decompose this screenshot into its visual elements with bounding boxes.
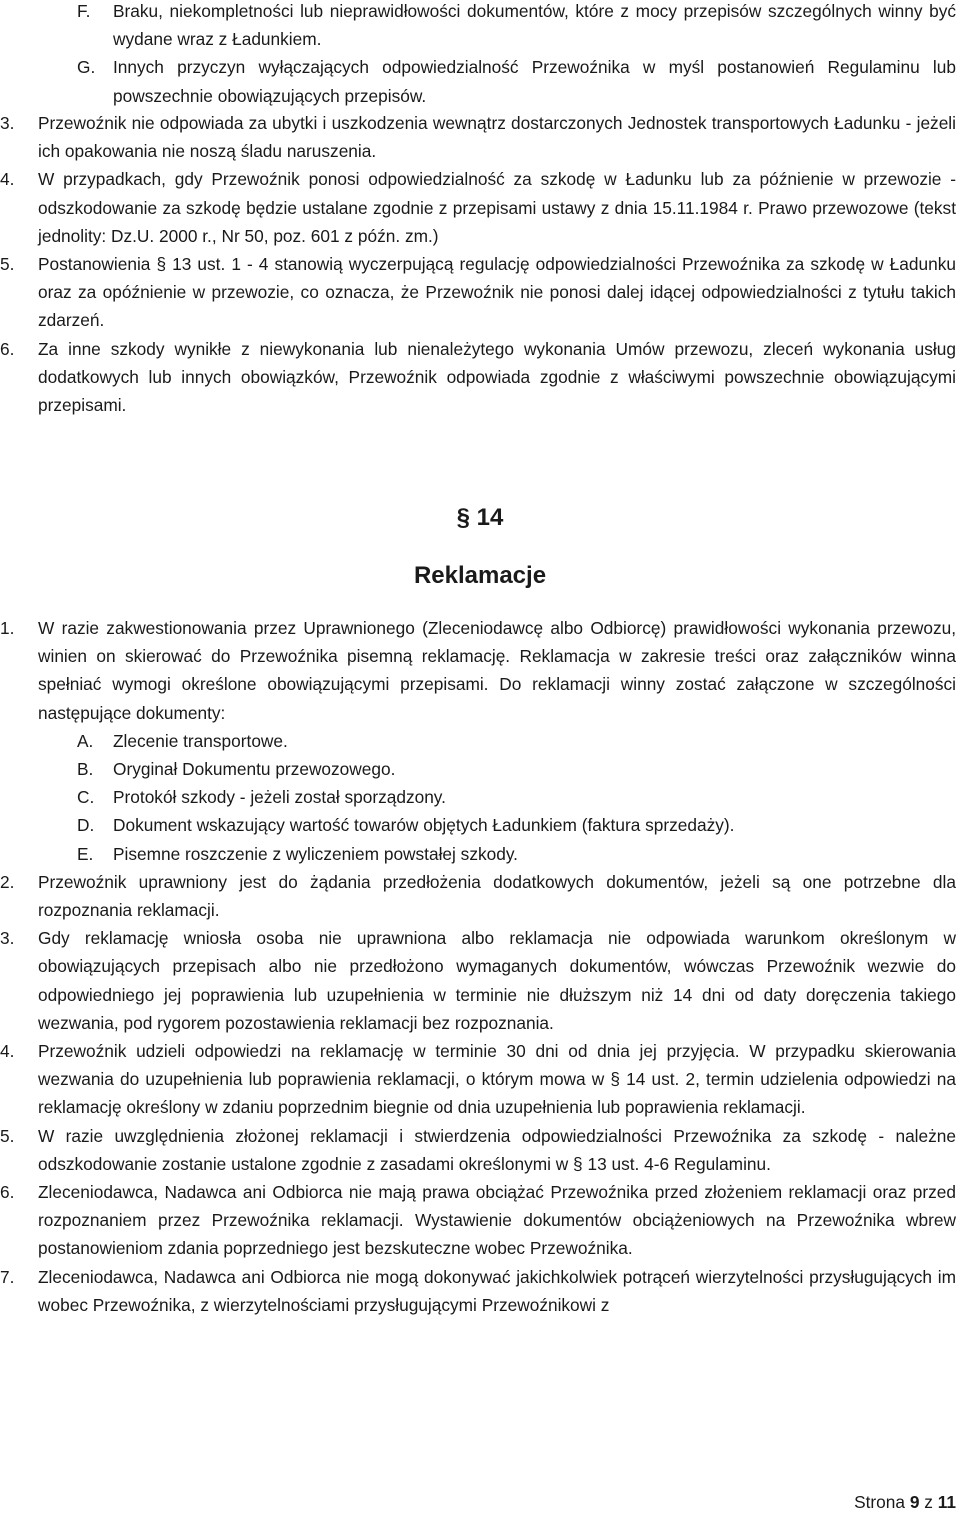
list-item xyxy=(0,109,960,165)
item-text: Zleceniodawca, Nadawca ani Odbiorca nie mogą dokonywać jakichkolwiek potrąceń wierzytelności przysługujących im wobec Przewoźnika, z wierzytelnościami przysługującymi Przewoźnikowi z xyxy=(38,1266,956,1315)
footer-total-pages: 11 xyxy=(937,1492,956,1512)
item-text: W razie uwzględnienia złożonej reklamacji i stwierdzenia odpowiedzialności Przewoźnika za szkodę - należne odszkodowanie zostanie ustalone zgodnie z zasadami określonymi w § 13 ust. 4-6 Regulaminu. xyxy=(38,1125,956,1174)
section-title: Reklamacje xyxy=(413,562,547,589)
item-text: Braku, niekompletności lub nieprawidłowości dokumentów, które z mocy przepisów szczególnych winny być wydane wraz z Ładunkiem. xyxy=(113,1,956,50)
list-item xyxy=(0,1178,960,1263)
item-text: Pisemne roszczenie z wyliczeniem powstałej szkody. xyxy=(113,843,518,864)
item-text: W przypadkach, gdy Przewoźnik ponosi odpowiedzialność za szkodę w Ładunku lub za późnienie w przewozie - odszkodowanie za szkodę będzie ustalane zgodnie z przepisami ustawy z dnia 15.11.1984 r. Prawo przewozowe (tekst jednolity: Dz.U. 2000 r., Nr 50, poz. 601 z późn. zm.) xyxy=(38,169,956,246)
section-list xyxy=(0,614,960,1319)
footer-label: Strona xyxy=(854,1492,906,1512)
item-text: Przewoźnik nie odpowiada za ubytki i uszkodzenia wewnątrz dostarczonych Jednostek transportowych Ładunku - jeżeli ich opakowania nie noszą śladu naruszenia. xyxy=(38,113,956,162)
item-number: 7. xyxy=(0,1266,15,1287)
list-item xyxy=(0,868,960,924)
list-item xyxy=(0,335,960,420)
item-text: Protokół szkody - jeżeli został sporządzony. xyxy=(113,787,446,808)
continued-sublist xyxy=(0,0,960,110)
list-item xyxy=(0,165,960,250)
page-number-footer xyxy=(854,1490,956,1514)
item-letter: D. xyxy=(77,815,95,836)
item-number: F. xyxy=(77,1,91,21)
item-number: 6. xyxy=(0,338,15,359)
document-list-item xyxy=(0,811,960,839)
list-item xyxy=(0,250,960,335)
list-item xyxy=(0,924,960,1037)
item-text: Zleceniodawca, Nadawca ani Odbiorca nie mają prawa obciążać Przewoźnika przed złożeniem reklamacji oraz przed rozpoznaniem przez Przewoźnika reklamacji. Wystawienie dokumentów obciążeniowych na Przewoźnika wbrew postanowieniom zdania poprzedniego jest bezskuteczne wobec Przewoźnika. xyxy=(38,1182,956,1259)
item-letter: B. xyxy=(77,759,94,780)
document-list-item xyxy=(0,755,960,783)
item-number: 3. xyxy=(0,113,15,133)
item-text: W razie zakwestionowania przez Uprawnionego (Zleceniodawcę albo Odbiorcę) prawidłowości wykonania przewozu, winien on skierować do Przewoźnika pisemną reklamację. Reklamacja w zakresie treści oraz załączników winna spełniać wymogi określone obowiązującymi przepisami. Do reklamacji winny zostać załączone w szczególności następujące dokumenty: xyxy=(38,618,956,723)
footer-of: z xyxy=(924,1492,933,1512)
list-item xyxy=(0,1037,960,1122)
item-text: Gdy reklamację wniosła osoba nie uprawniona albo reklamacja nie odpowiada warunkom określonym w obowiązujących przepisach albo nie przedłożono wymaganych dokumentów, wówczas Przewoźnik wezwie do odpowiedniego jej poprawienia lub uzupełnienia w terminie nie dłuższym niż 14 dni od daty doręczenia takiego wezwania, pod rygorem pozostawienia reklamacji bez rozpoznania. xyxy=(38,928,956,1033)
document-list-item xyxy=(0,783,960,811)
item-text: Innych przyczyn wyłączających odpowiedzialność Przewoźnika w myśl postanowień Regulaminu lub powszechnie obowiązujących przepisów. xyxy=(113,57,956,106)
item-number: 5. xyxy=(0,1125,15,1146)
item-number: 3. xyxy=(0,928,15,949)
item-text: Postanowienia § 13 ust. 1 - 4 stanowią wyczerpującą regulację odpowiedzialności Przewoźnika za szkodę w Ładunku oraz za opóźnienie w przewozie, co oznacza, że Przewoźnik nie ponosi dalej idącej odpowiedzialności z tytułu takich zdarzeń. xyxy=(38,254,956,331)
item-text: Zlecenie transportowe. xyxy=(113,730,288,751)
item-text: Oryginał Dokumentu przewozowego. xyxy=(113,759,396,780)
item-letter: C. xyxy=(77,787,95,808)
item-text: Dokument wskazujący wartość towarów objętych Ładunkiem (faktura sprzedaży). xyxy=(113,815,735,836)
footer-current-page: 9 xyxy=(909,1492,920,1512)
list-item xyxy=(0,1122,960,1178)
list-item xyxy=(0,53,960,109)
item-number: 4. xyxy=(0,1041,15,1062)
item-number: 6. xyxy=(0,1182,15,1203)
item-number: G. xyxy=(77,57,96,78)
document-list-item xyxy=(0,840,960,868)
item-letter: E. xyxy=(77,843,94,864)
item-text: Za inne szkody wynikłe z niewykonania lub nienależytego wykonania Umów przewozu, zleceń wykonania usług dodatkowych lub innych obowiązków, Przewoźnik odpowiada zgodnie z właściwymi powszechnie obowiązującymi przepisami. xyxy=(38,338,956,416)
item-letter: A. xyxy=(77,730,94,751)
item-text: Przewoźnik uprawniony jest do żądania przedłożenia dodatkowych dokumentów, jeżeli są one potrzebne dla rozpoznania reklamacji. xyxy=(38,871,956,921)
list-item xyxy=(0,1263,960,1319)
list-item xyxy=(0,614,960,727)
section-number: § 14 xyxy=(456,504,504,531)
item-number: 1. xyxy=(0,618,15,638)
item-number: 2. xyxy=(0,871,15,892)
item-text: Przewoźnik udzieli odpowiedzi na reklamację w terminie 30 dni od dnia jej przyjęcia. W przypadku skierowania wezwania do uzupełnienia lub poprawienia reklamacji, o którym mowa w § 14 ust. 2, termin udzielenia odpowiedzi na reklamację określony w zdaniu poprzednim biegnie od dnia uzupełnienia lub poprawienia reklamacji. xyxy=(38,1041,956,1118)
item-number: 4. xyxy=(0,169,15,190)
list-item xyxy=(0,0,960,53)
previous-section-list xyxy=(0,109,960,419)
document-list-item xyxy=(0,727,960,755)
item-number: 5. xyxy=(0,254,15,275)
